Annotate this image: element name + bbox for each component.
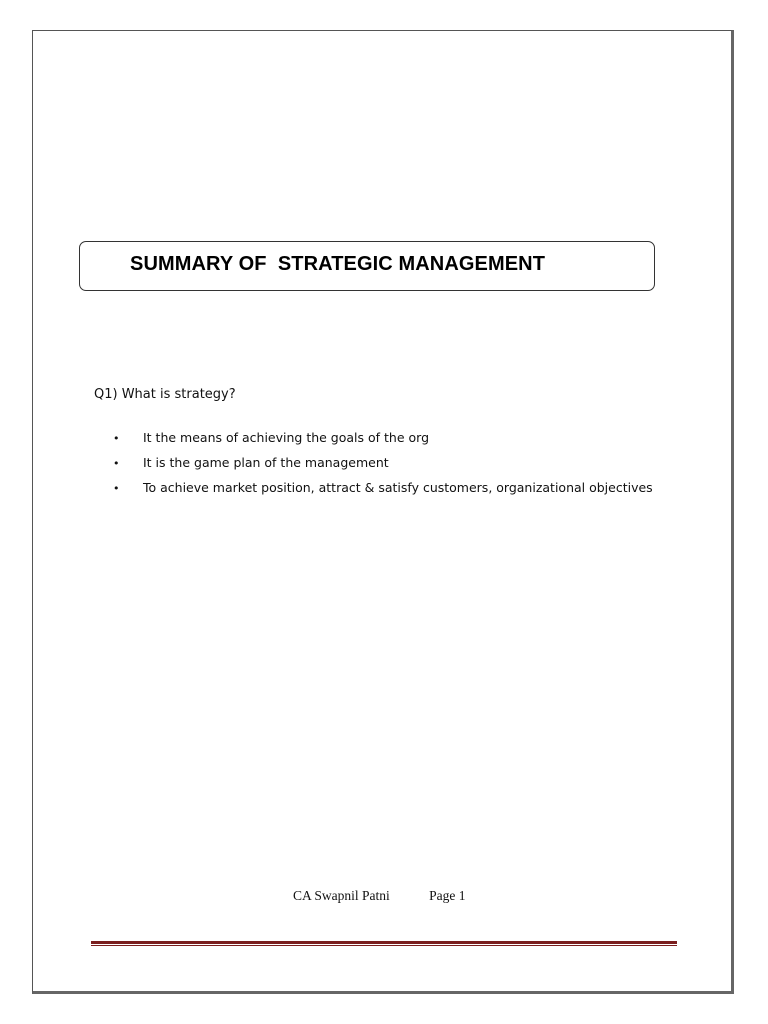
page-footer: [293, 888, 466, 904]
list-item: [113, 425, 653, 450]
list-item: [113, 475, 653, 500]
footer-page-number: Page 1: [429, 888, 466, 903]
title-box: [79, 241, 655, 291]
bullet-text: It the means of achieving the goals of the org: [143, 430, 430, 445]
bullet-text: To achieve market position, attract & satisfy customers, organizational objectives: [143, 480, 653, 495]
bullet-icon: •: [113, 482, 120, 495]
bullet-icon: •: [113, 457, 120, 470]
footer-author: CA Swapnil Patni: [293, 888, 390, 903]
bullet-text: It is the game plan of the management: [143, 455, 389, 470]
document-page: [32, 30, 734, 994]
list-item: [113, 450, 653, 475]
question-heading: Q1) What is strategy?: [94, 387, 236, 402]
bullet-icon: •: [113, 432, 120, 445]
bullet-list: [113, 425, 653, 500]
footer-divider: [91, 941, 677, 946]
document-title: SUMMARY OF STRATEGIC MANAGEMENT: [130, 253, 546, 275]
